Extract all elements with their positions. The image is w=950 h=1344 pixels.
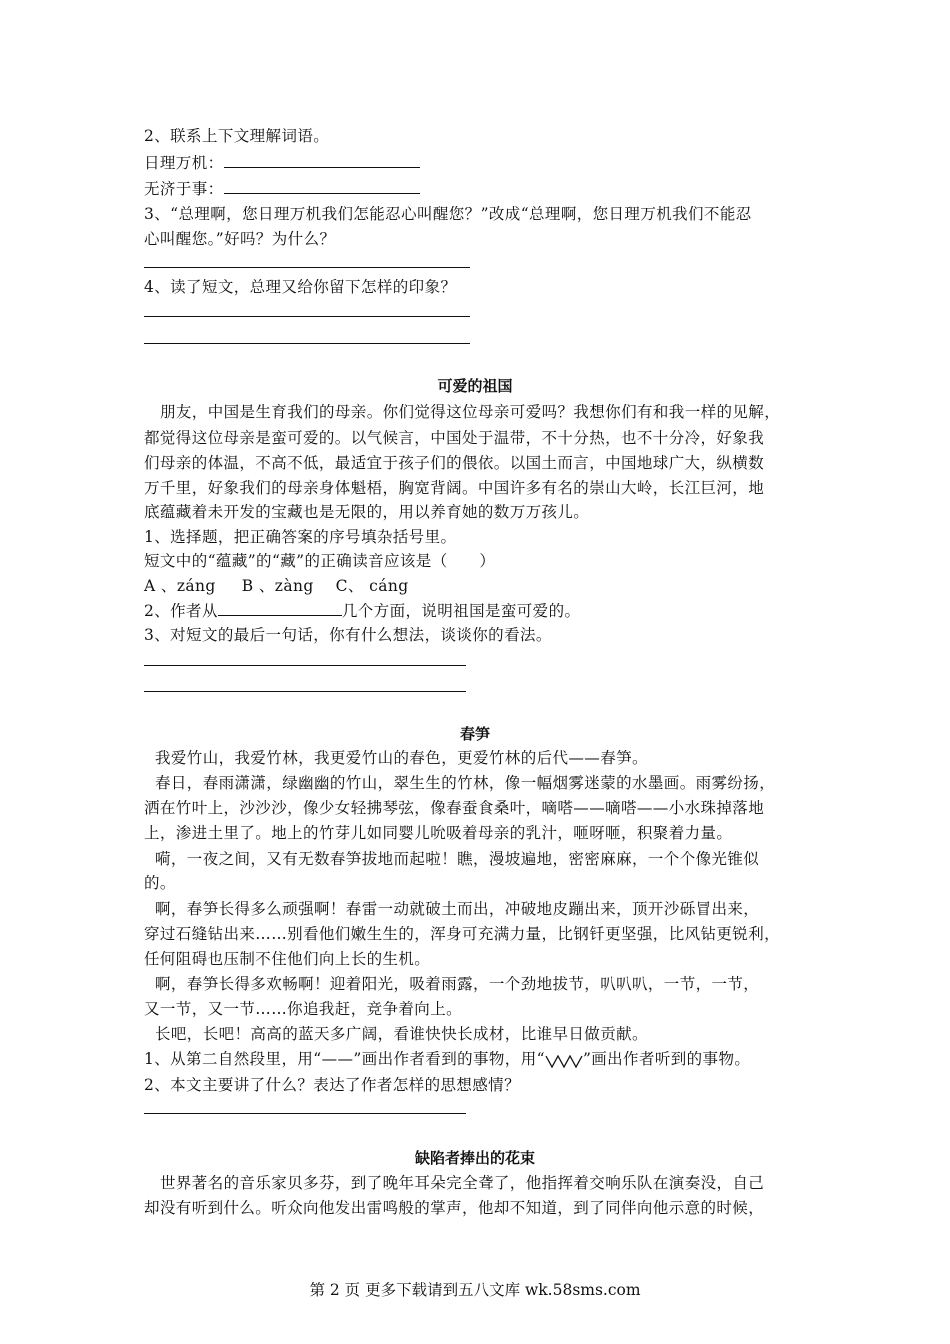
paragraph-line: 却没有听到什么。听众向他发出雷鸣般的掌声，他却不知道，到了同伴向他示意的时候， [144, 1199, 765, 1217]
question-1 [144, 1049, 750, 1070]
question-1-prefix: 1、从第二自然段里，用“——”画出作者看到的事物，用“ [144, 1050, 545, 1068]
paragraph-line: 底蕴藏着未开发的宝藏也是无限的，用以养育她的数万万孩儿。 [144, 503, 590, 521]
question-2-suffix: 几个方面，说明祖国是蛮可爱的。 [341, 602, 581, 620]
question-3-line-1: 3、“总理啊，您日理万机我们怎能忍心叫醒您？”改成“总理啊，您日理万机我们不能忍 [144, 205, 752, 223]
answer-line[interactable] [144, 1113, 466, 1114]
paragraph-line: 上，渗进土里了。地上的竹芽儿如同婴儿吮吸着母亲的乳汁，咂呀咂，积聚着力量。 [144, 824, 733, 842]
section-title: 可爱的祖国 [437, 377, 513, 395]
paragraph-line: 长吧，长吧！高高的蓝天多广阔，看谁快快长成材，比谁早日做贡献。 [155, 1025, 648, 1043]
paragraph-line: 啊，春笋长得多欢畅啊！迎着阳光，吸着雨露，一个劲地拔节，叭叭叭，一节，一节， [155, 975, 760, 993]
paragraph-line: 春日，春雨潇潇，绿幽幽的竹山，翠生生的竹林，像一幅烟雾迷蒙的水墨画。雨雾纷扬， [155, 774, 776, 792]
options-row [144, 576, 409, 596]
paragraph-line: 的。 [144, 874, 176, 892]
question-2: 2、联系上下文理解词语。 [144, 127, 330, 145]
question-2: 2、本文主要讲了什么？表达了作者怎样的思想感情？ [144, 1076, 520, 1094]
word-line-2 [144, 178, 420, 199]
section-title: 缺陷者捧出的花束 [414, 1149, 535, 1167]
question-1: 1、选择题，把正确答案的序号填杂括号里。 [144, 528, 457, 546]
paragraph-line: 任何阻碍也压制不住他们向上长的生机。 [144, 950, 431, 968]
paragraph-line: 又一节，又一节……你追我赶，竞争着向上。 [144, 1000, 463, 1018]
paragraph-line: 嗬，一夜之间，又有无数春笋拔地而起啦！瞧，漫坡遍地，密密麻麻，一个个像光锥似 [155, 850, 760, 868]
answer-blank-1[interactable] [224, 152, 420, 168]
option-c[interactable]: C、 cáng [335, 577, 409, 595]
word-line-1 [144, 152, 420, 173]
paragraph-line: 万千里，好象我们的母亲身体魁梧，胸宽背阔。中国许多有名的崇山大岭，长江巨河，地 [144, 479, 765, 497]
paragraph-line: 都觉得这位母亲是蛮可爱的。以气候言，中国处于温带，不十分热，也不十分冷，好象我 [144, 429, 765, 447]
answer-line[interactable] [144, 343, 470, 344]
answer-blank-2[interactable] [224, 178, 420, 194]
question-4: 4、读了短文，总理又给你留下怎样的印象？ [144, 278, 457, 296]
section-title: 春笋 [459, 725, 490, 743]
answer-line[interactable] [144, 316, 470, 317]
page-footer: 第 2 页 更多下载请到五八文库 wk.58sms.com [309, 1281, 641, 1299]
answer-line[interactable] [144, 665, 466, 666]
paragraph-line: 世界著名的音乐家贝多芬，到了晚年耳朵完全聋了，他指挥着交响乐队在演奏没，自己 [160, 1174, 765, 1192]
paragraph-line: 穿过石缝钻出来……别看他们嫩生生的，浑身可充满力量，比钢钎更坚强，比风钻更锐利， [144, 925, 781, 943]
paragraph-line: 啊，春笋长得多么顽强啊！春雷一动就破土而出，冲破地皮蹦出来，顶开沙砾冒出来， [155, 900, 760, 918]
answer-line[interactable] [144, 267, 470, 268]
question-1-stem: 短文中的“蕴藏”的“藏”的正确读音应该是（ ） [144, 552, 496, 570]
paragraph-line: 我爱竹山，我爱竹林，我更爱竹山的春色，更爱竹林的后代——春笋。 [155, 749, 648, 767]
answer-line[interactable] [144, 691, 466, 692]
question-1-suffix: ”画出作者听到的事物。 [582, 1050, 751, 1068]
paragraph-line: 洒在竹叶上，沙沙沙，像少女轻拂琴弦，像春蚕食桑叶，嘀嗒——嘀嗒——小水珠掉落地 [144, 799, 765, 817]
question-2 [144, 600, 580, 621]
word-label-2: 无济于事： [144, 180, 224, 198]
question-3-line-2: 心叫醒您。”好吗？为什么？ [144, 230, 336, 248]
option-a[interactable]: A 、záng [144, 577, 216, 595]
paragraph-line: 们母亲的体温，不高不低，最适宜于孩子们的偎依。以国土而言，中国地球广大，纵横数 [144, 454, 765, 472]
paragraph-line: 朋友，中国是生育我们的母亲。你们觉得这位母亲可爱吗？我想你们有和我一样的见解， [160, 403, 781, 421]
option-b[interactable]: B 、zàng [241, 577, 314, 595]
wavy-line-icon [545, 1050, 583, 1070]
answer-blank[interactable] [218, 600, 342, 616]
question-2-prefix: 2、作者从 [144, 602, 218, 620]
question-3: 3、对短文的最后一句话，你有什么想法，谈谈你的看法。 [144, 626, 552, 644]
word-label-1: 日理万机： [144, 154, 224, 172]
